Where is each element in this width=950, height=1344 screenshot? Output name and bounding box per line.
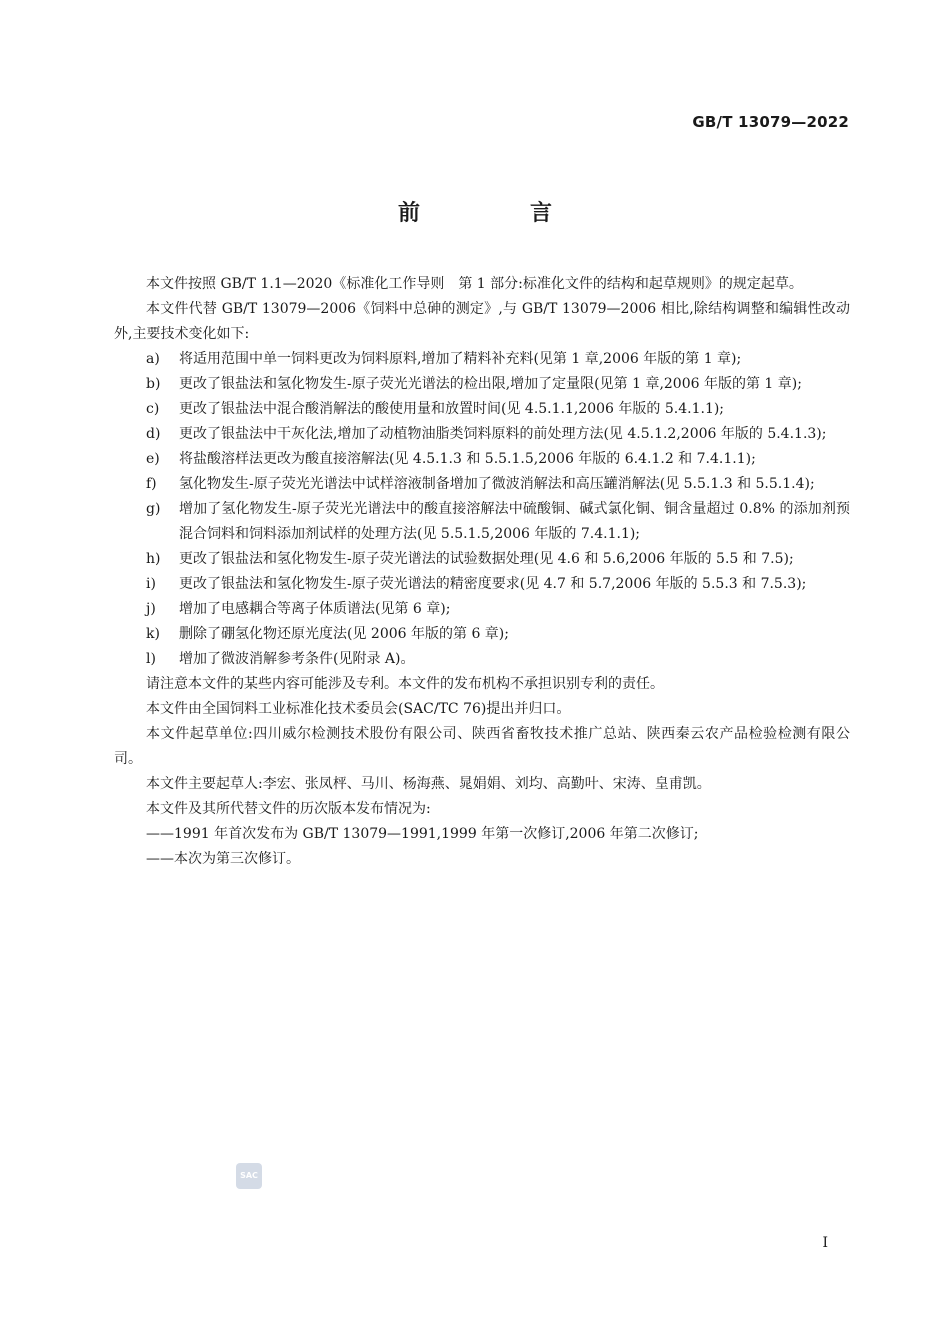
standard-code: GB/T 13079—2022 <box>692 113 849 131</box>
list-marker: k) <box>146 626 160 642</box>
list-text: 氢化物发生-原子荧光光谱法中试样溶液制备增加了微波消解法和高压罐消解法(见 5.5.1.3 和 5.5.1.4); <box>179 476 815 492</box>
closing-paragraph: 本文件主要起草人:李宏、张凤枰、马川、杨海燕、晁娟娟、刘均、高勤叶、宋涛、皇甫凯。 <box>146 776 711 792</box>
intro-paragraph: 本文件代替 GB/T 13079—2006《饲料中总砷的测定》,与 GB/T 13079—2006 相比,除结构调整和编辑性改动外,主要技术变化如下: <box>114 301 850 342</box>
change-item <box>114 472 850 497</box>
document-body <box>114 272 850 872</box>
list-text: 更改了银盐法中混合酸消解法的酸使用量和放置时间(见 4.5.1.1,2006 年版的 5.4.1.1); <box>179 401 725 417</box>
list-text: 更改了银盐法中干灰化法,增加了动植物油脂类饲料原料的前处理方法(见 4.5.1.2,2006 年版的 5.4.1.3); <box>179 426 827 442</box>
sac-watermark-logo: SAC <box>236 1163 262 1189</box>
list-text: 将适用范围中单一饲料更改为饲料原料,增加了精料补充料(见第 1 章,2006 年版的第 1 章); <box>179 351 742 367</box>
list-text: 删除了硼氢化物还原光度法(见 2006 年版的第 6 章); <box>179 626 509 642</box>
list-text: 更改了银盐法和氢化物发生-原子荧光谱法的试验数据处理(见 4.6 和 5.6,2006 年版的 5.5 和 7.5); <box>179 551 794 567</box>
history-entry: ——本次为第三次修订。 <box>146 851 300 867</box>
page-title: 前 言 <box>397 201 596 226</box>
change-item <box>114 422 850 447</box>
list-text: 增加了微波消解参考条件(见附录 A)。 <box>179 651 415 667</box>
list-marker: l) <box>146 651 156 667</box>
closing-paragraph: 本文件及其所代替文件的历次版本发布情况为: <box>146 801 431 817</box>
list-marker: j) <box>146 601 156 617</box>
list-marker: d) <box>146 426 161 442</box>
change-item <box>114 347 850 372</box>
list-marker: i) <box>146 576 156 592</box>
change-item <box>114 497 850 547</box>
change-item <box>114 647 850 672</box>
list-text: 增加了氢化物发生-原子荧光光谱法中的酸直接溶解法中硫酸铜、碱式氯化铜、铜含量超过 0.8% 的添加剂预混合饲料和饲料添加剂试样的处理方法(见 5.5.1.5,2006 年版的 7.4.1.1); <box>179 501 850 542</box>
list-marker: b) <box>146 376 161 392</box>
list-text: 增加了电感耦合等离子体质谱法(见第 6 章); <box>179 601 451 617</box>
intro-paragraph: 本文件按照 GB/T 1.1—2020《标准化工作导则 第 1 部分:标准化文件的结构和起草规则》的规定起草。 <box>146 276 803 292</box>
closing-paragraph: 请注意本文件的某些内容可能涉及专利。本文件的发布机构不承担识别专利的责任。 <box>146 676 664 692</box>
change-item <box>114 547 850 572</box>
closing-paragraph: 本文件由全国饲料工业标准化技术委员会(SAC/TC 76)提出并归口。 <box>146 701 571 717</box>
list-text: 更改了银盐法和氢化物发生-原子荧光谱法的精密度要求(见 4.7 和 5.7,2006 年版的 5.5.3 和 7.5.3); <box>179 576 807 592</box>
list-marker: e) <box>146 451 160 467</box>
change-item <box>114 372 850 397</box>
change-item <box>114 597 850 622</box>
change-item <box>114 622 850 647</box>
history-entry: ——1991 年首次发布为 GB/T 13079—1991,1999 年第一次修订,2006 年第二次修订; <box>146 826 699 842</box>
page-number: I <box>822 1235 828 1251</box>
change-item <box>114 447 850 472</box>
list-marker: a) <box>146 351 160 367</box>
closing-paragraph: 本文件起草单位:四川威尔检测技术股份有限公司、陕西省畜牧技术推广总站、陕西秦云农产品检验检测有限公司。 <box>114 726 850 767</box>
list-marker: f) <box>146 476 157 492</box>
change-item <box>114 397 850 422</box>
list-marker: g) <box>146 501 161 517</box>
list-text: 更改了银盐法和氢化物发生-原子荧光光谱法的检出限,增加了定量限(见第 1 章,2006 年版的第 1 章); <box>179 376 802 392</box>
list-marker: h) <box>146 551 161 567</box>
list-marker: c) <box>146 401 160 417</box>
list-text: 将盐酸溶样法更改为酸直接溶解法(见 4.5.1.3 和 5.5.1.5,2006 年版的 6.4.1.2 和 7.4.1.1); <box>179 451 756 467</box>
change-item <box>114 572 850 597</box>
